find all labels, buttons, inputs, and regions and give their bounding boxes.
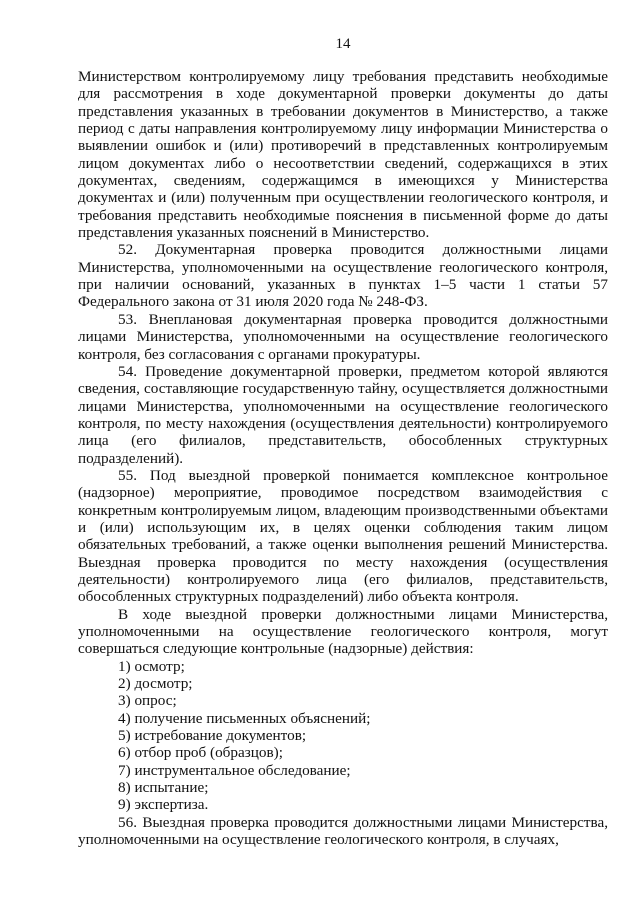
- list-item: 2) досмотр;: [118, 675, 193, 693]
- paragraph-56: 56. Выездная проверка проводится должностными лицами Министерства, уполномоченными на осуществление геологического контроля, в случаях,: [78, 813, 608, 849]
- list-item: 1) осмотр;: [118, 657, 185, 675]
- list-item: 4) получение письменных объяснений;: [118, 709, 371, 727]
- paragraph-53: 53. Внеплановая документарная проверка проводится должностными лицами Министерства, уполномоченными на осуществление геологического контроля, без согласования с органами прокуратуры.: [78, 310, 608, 363]
- list-item: 5) истребование документов;: [118, 727, 307, 745]
- paragraph-55: 55. Под выездной проверкой понимается комплексное контрольное (надзорное) мероприятие, проводимое посредством взаимодействия с конкретным контролируемым лицом, владеющим производственными объектами и (или) использующим их, в целях оценки соблюдения таким лицом обязательных требований, а также оценки выполнения решений Министерства. Выездная проверка проводится по месту нахождения (осуществления деятельности) контролируемого лица (его филиалов, представительств, обособленных структурных подразделений) либо объекта контроля.: [78, 466, 608, 606]
- list-item: 6) отбор проб (образцов);: [118, 744, 283, 762]
- list-item: 9) экспертиза.: [118, 796, 209, 814]
- list-item: 3) опрос;: [118, 692, 177, 710]
- page-number: 14: [335, 36, 351, 52]
- paragraph-55-actions-intro: В ходе выездной проверки должностными лицами Министерства, уполномоченными на осуществление геологического контроля, могут совершаться следующие контрольные (надзорные) действия:: [78, 605, 608, 658]
- paragraph-52: 52. Документарная проверка проводится должностными лицами Министерства, уполномоченными на осуществление геологического контроля, при наличии оснований, указанных в пунктах 1–5 части 1 статьи 57 Федерального закона от 31 июля 2020 года № 248-ФЗ.: [78, 241, 608, 311]
- document-body: [78, 68, 608, 848]
- paragraph-continuation: Министерством контролируемому лицу требования представить необходимые для рассмотрения в ходе документарной проверки документы до даты представления указанных в требовании документов в Министерство, а также период с даты направления контролируемому лицу информации Министерства о выявлении ошибок и (или) противоречий в представленных контролируемым лицом документах либо о несоответствии сведений, содержащихся в этих документах, сведениям, содержащимся в имеющихся у Министерства документах и (или) полученным при осуществлении геологического контроля, и требования представить необходимые пояснения в письменной форме до даты представления указанных пояснений в Министерство.: [78, 68, 608, 242]
- list-item: 8) испытание;: [118, 779, 209, 797]
- paragraph-54: 54. Проведение документарной проверки, предметом которой являются сведения, составляющие государственную тайну, осуществляется должностными лицами Министерства, уполномоченными на осуществление геологического контроля, по месту нахождения (осуществления деятельности) контролируемого лица (его филиалов, представительств, обособленных структурных подразделений).: [78, 362, 608, 467]
- list-item: 7) инструментальное обследование;: [118, 761, 351, 779]
